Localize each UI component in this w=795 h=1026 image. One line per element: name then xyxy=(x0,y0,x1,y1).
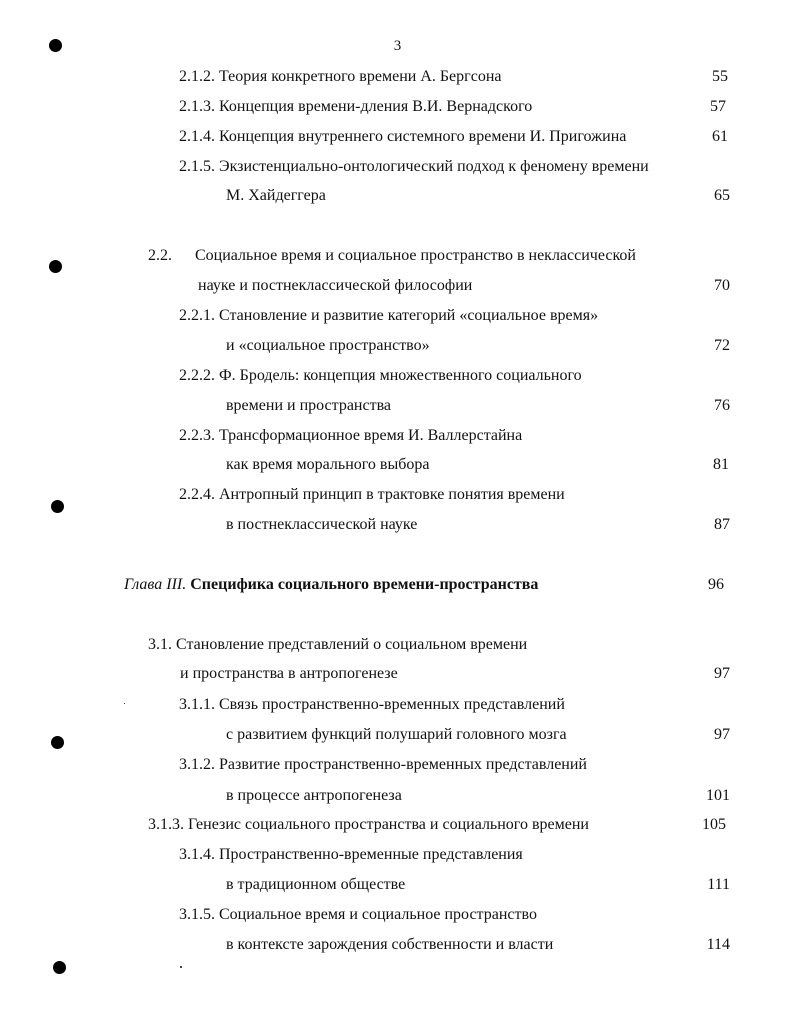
toc-entry-3-1-1-cont: с развитием функций полушарий головного мозга xyxy=(226,726,567,743)
scan-speck xyxy=(180,966,182,968)
toc-page-2-1-3: 57 xyxy=(710,98,726,115)
toc-entry-3-1-3: 3.1.3. Генезис социального пространства и социального времени xyxy=(148,816,589,833)
toc-entry-3-1-2: 3.1.2. Развитие пространственно-временных представлений xyxy=(179,756,587,773)
toc-entry-2-2-1-cont: и «социальное пространство» xyxy=(226,337,430,354)
toc-entry-2-1-4: 2.1.4. Концепция внутреннего системного времени И. Пригожина xyxy=(179,128,627,145)
toc-page-chapter-3: 96 xyxy=(708,576,724,593)
chapter-label: Глава III. xyxy=(124,576,187,593)
page-number: 3 xyxy=(393,38,402,54)
toc-entry-3-1-5: 3.1.5. Социальное время и социальное пространство xyxy=(179,906,537,923)
toc-entry-2-2-2-cont: времени и пространства xyxy=(226,397,392,414)
toc-page-2-2: 70 xyxy=(714,277,730,294)
toc-entry-3-1-5-cont: в контексте зарождения собственности и власти xyxy=(226,936,554,953)
toc-entry-2-2-cont: науке и постнеклассической философии xyxy=(198,277,473,294)
toc-page-2-2-4: 87 xyxy=(714,516,730,533)
chapter-heading xyxy=(124,575,538,595)
toc-page-3-1-5: 114 xyxy=(706,936,730,953)
toc-entry-2-1-2: 2.1.2. Теория конкретного времени А. Бергсона xyxy=(179,68,502,85)
toc-entry-3-1-1: 3.1.1. Связь пространственно-временных представлений xyxy=(179,696,565,713)
toc-entry-2-2-4-cont: в постнеклассической науке xyxy=(226,516,418,533)
toc-entry-3-1-2-cont: в процессе антропогенеза xyxy=(226,787,402,804)
toc-entry-2-1-5: 2.1.5. Экзистенциально-онтологический подход к феномену времени xyxy=(179,158,649,175)
toc-page-2-1-5: 65 xyxy=(714,187,730,204)
binder-hole xyxy=(53,961,66,974)
binder-hole xyxy=(51,500,64,513)
toc-entry-2-1-3: 2.1.3. Концепция времени-дления В.И. Вернадского xyxy=(179,98,533,115)
toc-entry-2-2: Социальное время и социальное пространство в неклассической xyxy=(195,247,636,264)
toc-entry-2-2-1: 2.2.1. Становление и развитие категорий «социальное время» xyxy=(179,307,599,324)
toc-page-2-1-4: 61 xyxy=(712,128,728,145)
toc-entry-3-1: 3.1. Становление представлений о социальном времени xyxy=(148,636,528,653)
toc-page-3-1: 97 xyxy=(714,665,730,682)
toc-entry-2-2-3: 2.2.3. Трансформационное время И. Валлерстайна xyxy=(179,427,523,444)
toc-entry-3-1-cont: и пространства в антропогенезе xyxy=(180,665,398,682)
toc-page-3-1-2: 101 xyxy=(706,787,730,804)
toc-page-3-1-3: 105 xyxy=(702,816,726,833)
toc-entry-2-1-5-cont: М. Хайдеггера xyxy=(226,187,326,204)
binder-hole xyxy=(49,260,62,273)
toc-entry-3-1-4: 3.1.4. Пространственно-временные представления xyxy=(179,846,523,863)
toc-page-2-2-2: 76 xyxy=(714,397,730,414)
toc-page-2-1-2: 55 xyxy=(712,68,728,85)
toc-page-2-2-1: 72 xyxy=(714,337,730,354)
chapter-title: Специфика социального времени-пространства xyxy=(190,576,539,593)
toc-page-3-1-1: 97 xyxy=(714,726,730,743)
toc-entry-2-2-2: 2.2.2. Ф. Бродель: концепция множественного социального xyxy=(179,367,582,384)
toc-page-3-1-4: 111 xyxy=(707,876,730,893)
scan-speck xyxy=(124,703,125,704)
toc-entry-3-1-4-cont: в традиционном обществе xyxy=(226,876,406,893)
toc-entry-2-2-3-cont: как время морального выбора xyxy=(226,456,430,473)
toc-entry-2-2-4: 2.2.4. Антропный принцип в трактовке понятия времени xyxy=(179,486,565,503)
toc-page-2-2-3: 81 xyxy=(713,456,729,473)
toc-entry-2-2-num: 2.2. xyxy=(148,247,172,264)
binder-hole xyxy=(51,736,64,749)
